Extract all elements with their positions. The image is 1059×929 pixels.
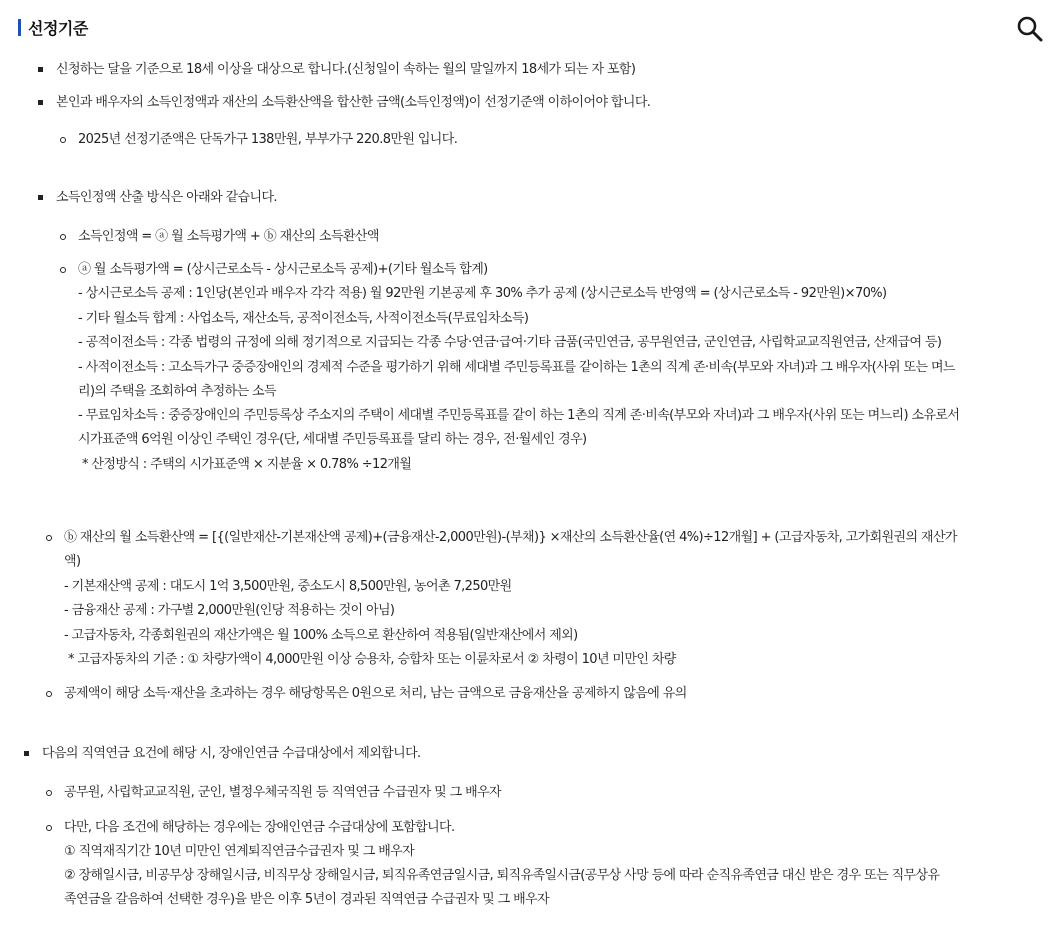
monthly-eval-line: 시가표준액 6억원 이상인 주택인 경우(단, 세대별 주민등록표를 달리 하는 경우, 전·월세인 경우) xyxy=(78,432,587,447)
bullet-circle xyxy=(46,535,52,541)
bullet-circle xyxy=(60,267,66,273)
monthly-eval-line: - 기타 월소득 합계 : 사업소득, 재산소득, 공적이전소득, 사적이전소득(무료임차소득) xyxy=(78,311,529,326)
bullet-square xyxy=(38,100,43,105)
property-head-cont: 액) xyxy=(64,554,81,569)
bullet-circle xyxy=(46,691,52,697)
monthly-eval-line: - 사적이전소득 : 고소득가구 중증장애인의 경제적 수준을 평가하기 위해 세대별 주민등록표를 같이하는 1촌의 직계 존·비속(부모와 자녀)과 그 배우자(사위 또는 며느 xyxy=(78,360,955,375)
property-line: - 기본재산액 공제 : 대도시 1억 3,500만원, 중소도시 8,500만원, 농어촌 7,250만원 xyxy=(64,579,512,594)
property-note: * 고급자동차의 기준 : ① 차량가액이 4,000만원 이상 승용차, 승합차 또는 이륜차로서 ② 차령이 10년 미만인 차량 xyxy=(68,652,676,667)
threshold-2025: 2025년 선정기준액은 단독가구 138만원, 부부가구 220.8만원 입니다. xyxy=(78,132,458,147)
bullet-circle xyxy=(60,137,66,143)
property-head: ⓑ 재산의 월 소득환산액 = [{(일반재산-기본재산액 공제)+(금융재산-2,000만원)-(부채)} ×재산의 소득환산율(연 4%)÷12개월] + (고급자동차, 고가회원권의 재산가 xyxy=(64,530,957,545)
monthly-eval-line: - 무료임차소득 : 중증장애인의 주민등록상 주소지의 주택이 세대별 주민등록표를 같이 하는 1촌의 직계 존·비속(부모와 자녀)과 그 배우자(사위 또는 며느리) 소유로서 xyxy=(78,408,960,423)
exclusion-head: 다음의 직역연금 요건에 해당 시, 장애인연금 수급대상에서 제외합니다. xyxy=(42,746,421,761)
exclusion-subitem: ② 장해일시금, 비공무상 장해일시금, 비직무상 장해일시금, 퇴직유족연금일시금, 퇴직유족일시금(공무상 사망 등에 따라 순직유족연금 대신 받은 경우 또는 직무상유 xyxy=(64,868,940,883)
monthly-eval-note: * 산정방식 : 주택의 시가표준액 × 지분율 × 0.78% ÷12개월 xyxy=(82,457,412,472)
search-icon xyxy=(1015,14,1045,44)
section-header xyxy=(18,14,88,40)
deduction-note: 공제액이 해당 소득·재산을 초과하는 경우 해당항목은 0원으로 처리, 남는 금액으로 금융재산을 공제하지 않음에 유의 xyxy=(64,686,687,701)
bullet-square xyxy=(38,195,43,200)
bullet-circle xyxy=(60,234,66,240)
calc-intro: 소득인정액 산출 방식은 아래와 같습니다. xyxy=(56,190,277,205)
exclusion-item: 다만, 다음 조건에 해당하는 경우에는 장애인연금 수급대상에 포함합니다. xyxy=(64,820,455,835)
exclusion-subitem: 족연금을 갈음하여 선택한 경우)을 받은 이후 5년이 경과된 직역연금 수급권자 및 그 배우자 xyxy=(64,892,550,907)
bullet-circle xyxy=(46,825,52,831)
property-line: - 금융재산 공제 : 가구별 2,000만원(인당 적용하는 것이 아님) xyxy=(64,603,395,618)
exclusion-subitem: ① 직역재직기간 10년 미만인 연계퇴직연금수급권자 및 그 배우자 xyxy=(64,844,415,859)
exclusion-item: 공무원, 사립학교교직원, 군인, 별정우체국직원 등 직역연금 수급권자 및 그 배우자 xyxy=(64,785,502,800)
income-formula: 소득인정액 = ⓐ 월 소득평가액 + ⓑ 재산의 소득환산액 xyxy=(78,229,379,244)
title-accent-bar xyxy=(18,19,21,36)
page-title: 선정기준 xyxy=(28,18,88,38)
monthly-eval-line: 리)의 주택을 조회하여 추정하는 소득 xyxy=(78,384,276,399)
property-line: - 고급자동차, 각종회원권의 재산가액은 월 100% 소득으로 환산하여 적용됨(일반재산에서 제외) xyxy=(64,628,578,643)
criteria-age: 신청하는 달을 기준으로 18세 이상을 대상으로 합니다.(신청일이 속하는 월의 말일까지 18세가 되는 자 포함) xyxy=(56,62,636,77)
search-button[interactable] xyxy=(1015,14,1045,44)
criteria-income: 본인과 배우자의 소득인정액과 재산의 소득환산액을 합산한 금액(소득인정액)이 선정기준액 이하이어야 합니다. xyxy=(56,95,651,110)
bullet-square xyxy=(38,67,43,72)
bullet-square xyxy=(24,751,29,756)
bullet-circle xyxy=(46,790,52,796)
monthly-eval-line: - 상시근로소득 공제 : 1인당(본인과 배우자 각각 적용) 월 92만원 기본공제 후 30% 추가 공제 (상시근로소득 반영액 = (상시근로소득 - 92만원)×70%) xyxy=(78,286,887,301)
monthly-eval-line: - 공적이전소득 : 각종 법령의 규정에 의해 정기적으로 지급되는 각종 수당·연금·급여·기타 금품(국민연금, 공무원연금, 군인연금, 사립학교교직원연금, 산재급여 등) xyxy=(78,335,942,350)
monthly-eval-head: ⓐ 월 소득평가액 = (상시근로소득 - 상시근로소득 공제)+(기타 월소득 합계) xyxy=(78,262,488,277)
